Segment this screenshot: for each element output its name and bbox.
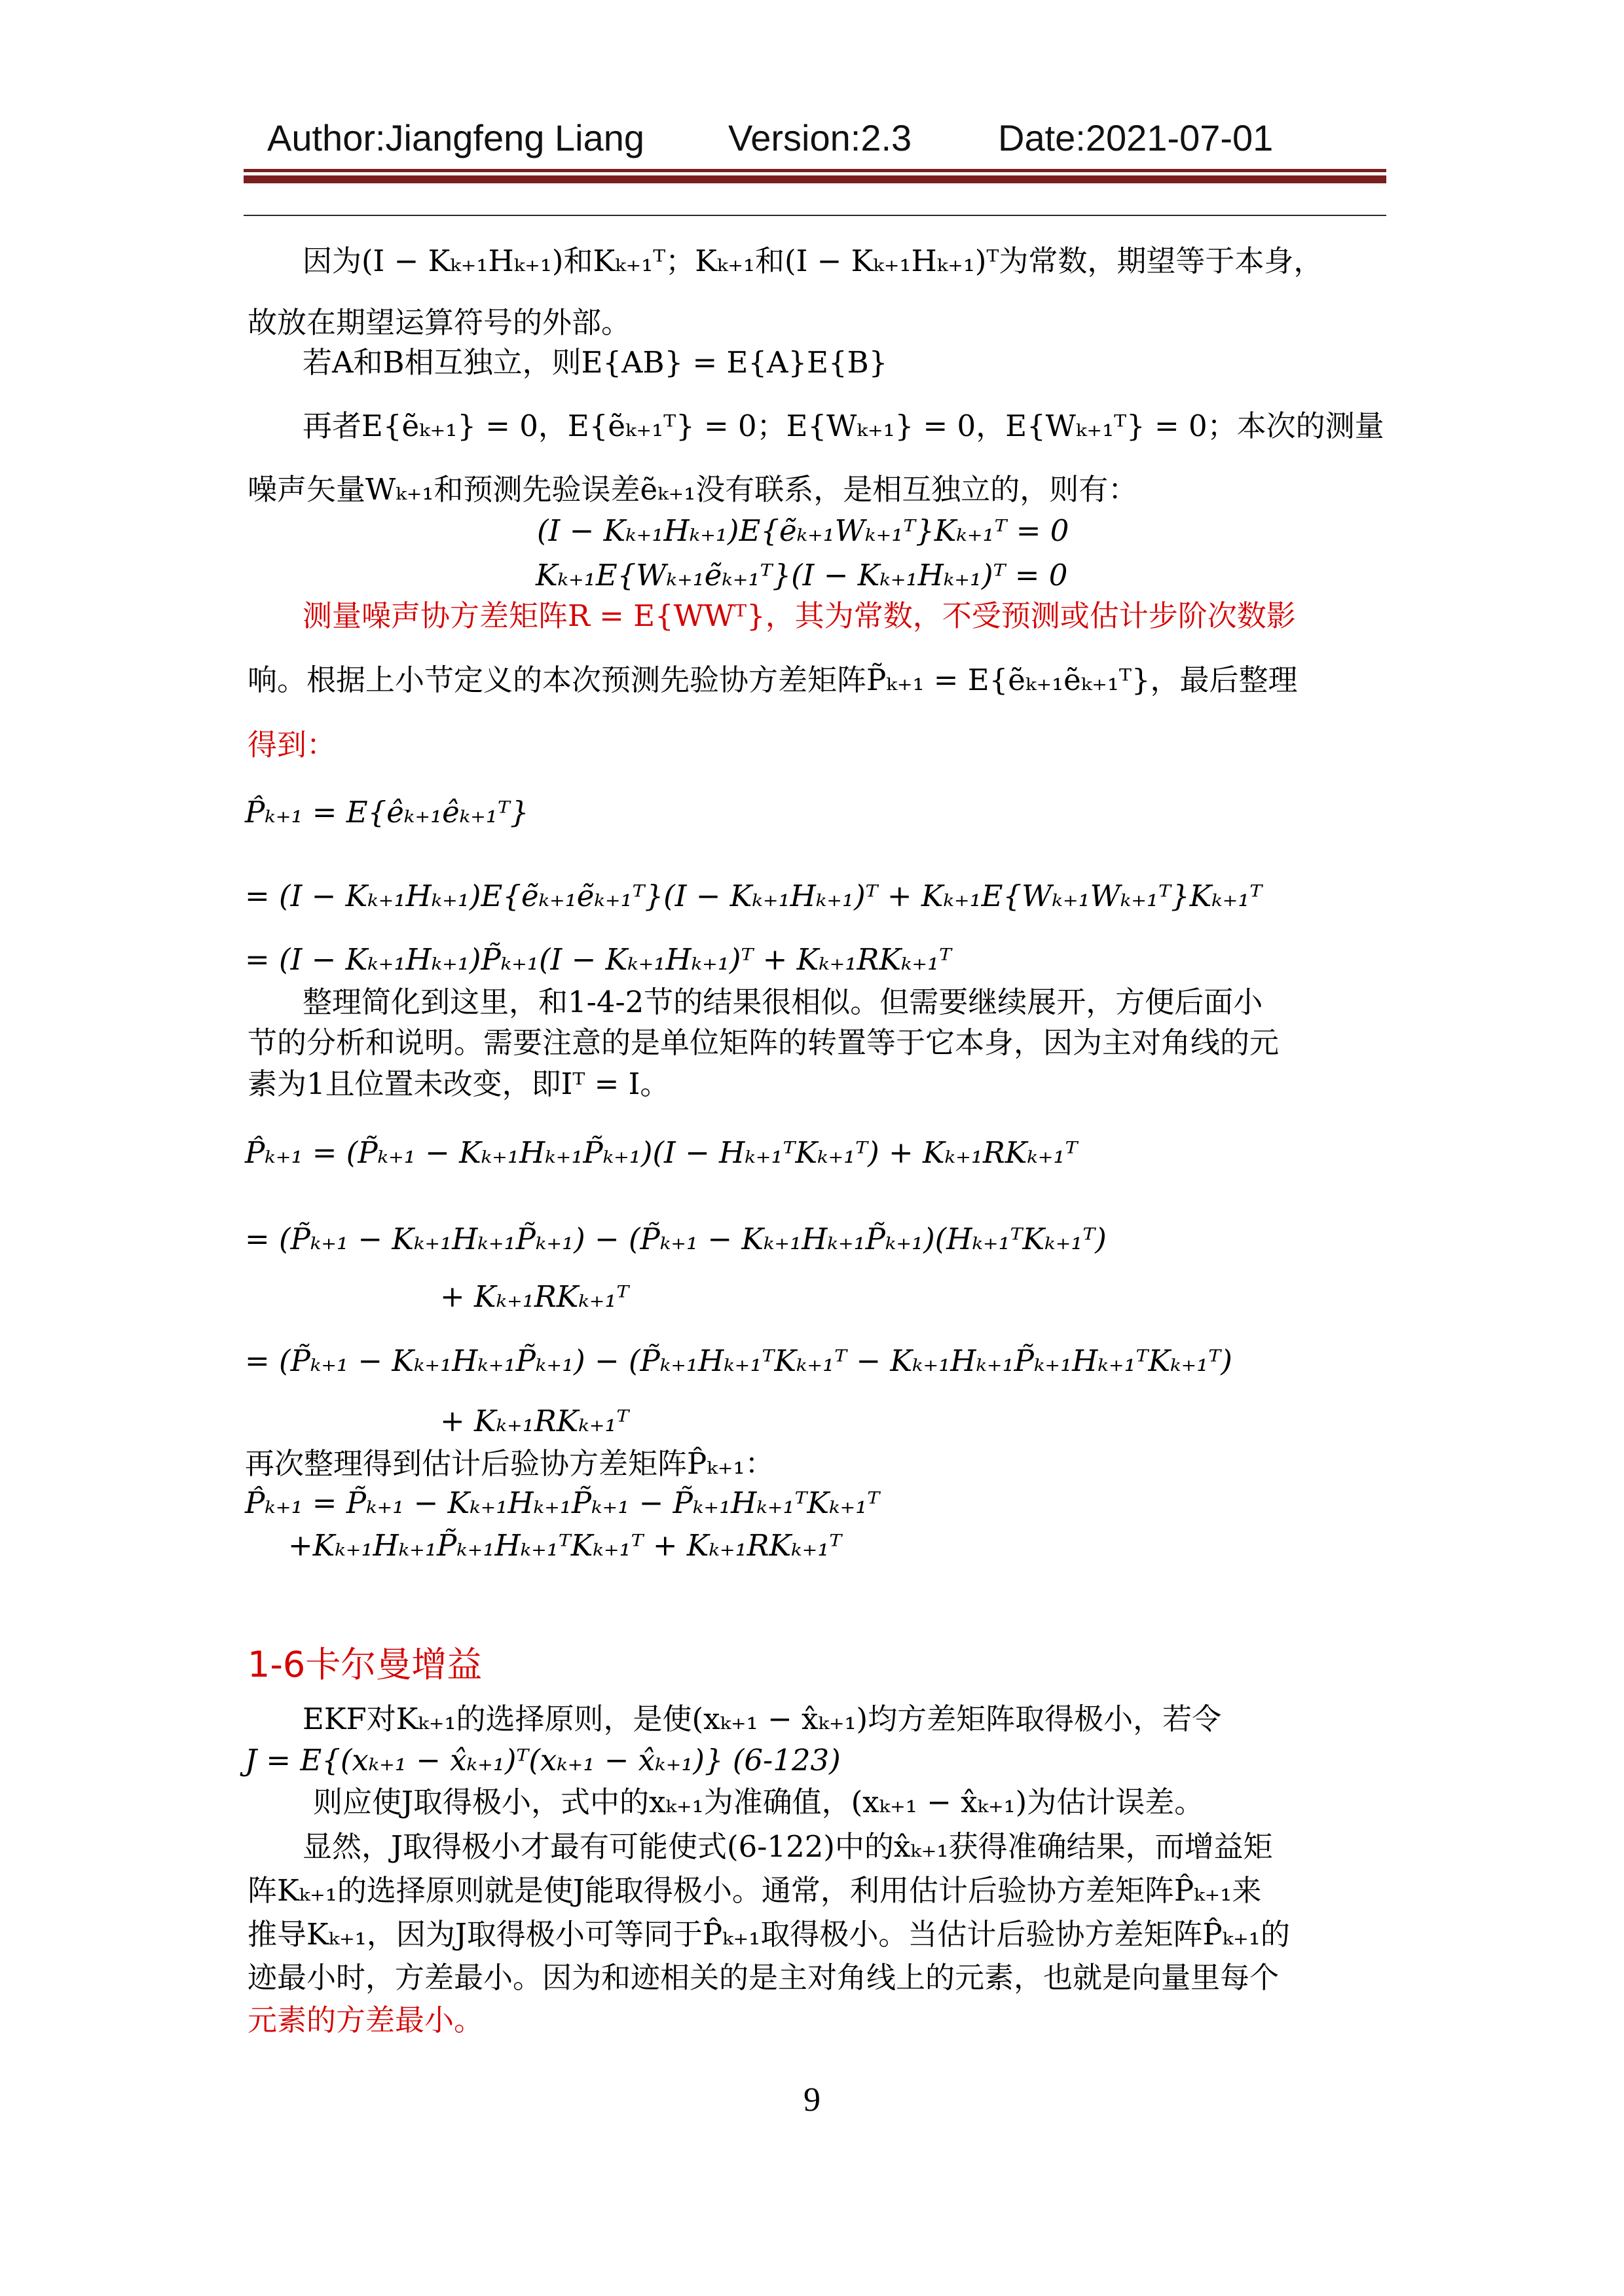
header-rule-thick bbox=[244, 175, 1386, 183]
text-line: 则应使J取得极小，式中的xₖ₊₁为准确值，(xₖ₊₁ − x̂ₖ₊₁)为估计误差。 bbox=[313, 1785, 1204, 1819]
text-line: 元素的方差最小。 bbox=[248, 2003, 484, 2037]
equation-line: + Kₖ₊₁RKₖ₊₁ᵀ bbox=[440, 1279, 629, 1314]
text-line: 整理简化到这里，和1-4-2节的结果很相似。但需要继续展开，方便后面小 bbox=[303, 985, 1263, 1019]
equation-line: +Kₖ₊₁Hₖ₊₁P̃ₖ₊₁Hₖ₊₁ᵀKₖ₊₁ᵀ + Kₖ₊₁RKₖ₊₁ᵀ bbox=[288, 1528, 842, 1563]
text-line: 素为1且位置未改变，即Iᵀ = I。 bbox=[248, 1066, 670, 1101]
text-line: 测量噪声协方差矩阵R = E{WWᵀ}，其为常数，不受预测或估计步阶次数影 bbox=[303, 598, 1296, 633]
section-heading: 1-6卡尔曼增益 bbox=[248, 1644, 483, 1685]
equation-line: = (I − Kₖ₊₁Hₖ₊₁)E{ẽₖ₊₁ẽₖ₊₁ᵀ}(I − Kₖ₊₁Hₖ₊₁)ᵀ + Kₖ₊₁E{Wₖ₊₁Wₖ₊₁ᵀ}Kₖ₊₁ᵀ bbox=[245, 879, 1263, 913]
equation-line: J = E{(xₖ₊₁ − x̂ₖ₊₁)ᵀ(xₖ₊₁ − x̂ₖ₊₁)} (6-123) bbox=[245, 1743, 841, 1777]
header-date: Date:2021-07-01 bbox=[998, 117, 1274, 158]
page-header bbox=[267, 117, 1380, 169]
text-line: 推导Kₖ₊₁，因为J取得极小可等同于P̂ₖ₊₁取得极小。当估计后验协方差矩阵P̂ₖ₊₁的 bbox=[248, 1917, 1290, 1952]
equation-line: (I − Kₖ₊₁Hₖ₊₁)E{ẽₖ₊₁Wₖ₊₁ᵀ}Kₖ₊₁ᵀ = 0 bbox=[537, 513, 1069, 548]
equation-line: P̂ₖ₊₁ = (P̃ₖ₊₁ − Kₖ₊₁Hₖ₊₁P̃ₖ₊₁)(I − Hₖ₊₁ᵀKₖ₊₁ᵀ) + Kₖ₊₁RKₖ₊₁ᵀ bbox=[245, 1135, 1078, 1170]
header-author: Author:Jiangfeng Liang bbox=[267, 117, 644, 158]
text-line: 阵Kₖ₊₁的选择原则就是使J能取得极小。通常，利用估计后验协方差矩阵P̂ₖ₊₁来 bbox=[248, 1873, 1262, 1908]
text-line: 因为(I − Kₖ₊₁Hₖ₊₁)和Kₖ₊₁ᵀ；Kₖ₊₁和(I − Kₖ₊₁Hₖ₊₁)ᵀ为常数，期望等于本身， bbox=[303, 244, 1323, 278]
page-number: 9 bbox=[803, 2081, 821, 2119]
text-line: 迹最小时，方差最小。因为和迹相关的是主对角线上的元素，也就是向量里每个 bbox=[248, 1960, 1280, 1995]
text-line: 再者E{ẽₖ₊₁} = 0，E{ẽₖ₊₁ᵀ} = 0；E{Wₖ₊₁} = 0，E{Wₖ₊₁ᵀ} = 0；本次的测量 bbox=[303, 409, 1384, 443]
text-line: 节的分析和说明。需要注意的是单位矩阵的转置等于它本身，因为主对角线的元 bbox=[248, 1025, 1280, 1060]
equation-line: = (P̃ₖ₊₁ − Kₖ₊₁Hₖ₊₁P̃ₖ₊₁) − (P̃ₖ₊₁Hₖ₊₁ᵀKₖ₊₁ᵀ − Kₖ₊₁Hₖ₊₁P̃ₖ₊₁Hₖ₊₁ᵀKₖ₊₁ᵀ) bbox=[245, 1343, 1232, 1378]
header-rule-thin bbox=[244, 169, 1386, 172]
text-line: 若A和B相互独立，则E{AB} = E{A}E{B} bbox=[303, 345, 888, 380]
text-line: 故放在期望运算符号的外部。 bbox=[248, 305, 631, 340]
header-version: Version:2.3 bbox=[728, 117, 912, 158]
header-rule-bottom bbox=[244, 215, 1386, 216]
equation-line: P̂ₖ₊₁ = E{êₖ₊₁êₖ₊₁ᵀ} bbox=[245, 795, 529, 829]
equation-line: = (I − Kₖ₊₁Hₖ₊₁)P̃ₖ₊₁(I − Kₖ₊₁Hₖ₊₁)ᵀ + Kₖ₊₁RKₖ₊₁ᵀ bbox=[245, 942, 952, 977]
equation-line: Kₖ₊₁E{Wₖ₊₁ẽₖ₊₁ᵀ}(I − Kₖ₊₁Hₖ₊₁)ᵀ = 0 bbox=[536, 558, 1068, 592]
text-line: 响。根据上小节定义的本次预测先验协方差矩阵P̃ₖ₊₁ = E{ẽₖ₊₁ẽₖ₊₁ᵀ}，最后整理 bbox=[248, 663, 1298, 697]
text-line: 显然，J取得极小才最有可能使式(6-122)中的x̂ₖ₊₁获得准确结果，而增益矩 bbox=[303, 1829, 1273, 1864]
equation-line: P̂ₖ₊₁ = P̃ₖ₊₁ − Kₖ₊₁Hₖ₊₁P̃ₖ₊₁ − P̃ₖ₊₁Hₖ₊₁ᵀKₖ₊₁ᵀ bbox=[245, 1485, 880, 1520]
text-line: 再次整理得到估计后验协方差矩阵P̂ₖ₊₁： bbox=[245, 1446, 775, 1481]
text-line: 噪声矢量Wₖ₊₁和预测先验误差ẽₖ₊₁没有联系，是相互独立的，则有： bbox=[248, 472, 1138, 507]
text-line: 得到： bbox=[248, 727, 337, 762]
equation-line: = (P̃ₖ₊₁ − Kₖ₊₁Hₖ₊₁P̃ₖ₊₁) − (P̃ₖ₊₁ − Kₖ₊₁Hₖ₊₁P̃ₖ₊₁)(Hₖ₊₁ᵀKₖ₊₁ᵀ) bbox=[245, 1222, 1107, 1256]
equation-line: + Kₖ₊₁RKₖ₊₁ᵀ bbox=[440, 1404, 629, 1438]
text-line: EKF对Kₖ₊₁的选择原则，是使(xₖ₊₁ − x̂ₖ₊₁)均方差矩阵取得极小，若令 bbox=[303, 1702, 1222, 1736]
